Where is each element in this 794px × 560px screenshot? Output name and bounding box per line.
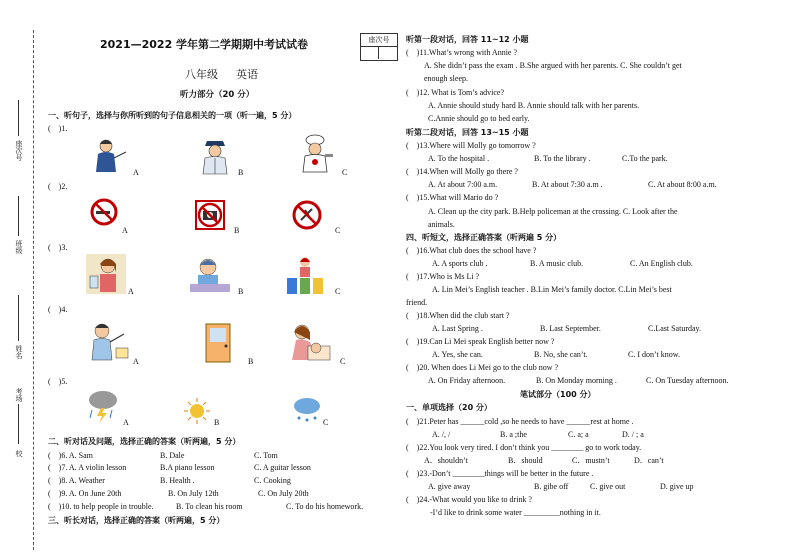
seat-number-box [360,33,398,61]
no-photo-icon [195,200,225,230]
q22-option-b: B．should [508,456,543,465]
q20-option-b: B. On Monday morning . [536,376,617,385]
q23-option-d: D. give up [660,482,694,491]
q9-c: C. On July 20th [258,489,309,498]
q1-option-a: A [133,168,139,177]
q19-option-c: C. I don’t know. [628,350,680,359]
q19-option-b: B. No, she can’t. [534,350,588,359]
thunderstorm-icon [86,388,120,424]
side-exam-label: 考场 [15,388,23,402]
q17-stem: ( )17.Who is Ms Li ? [406,272,480,281]
man-waving-icon [84,322,130,362]
q14-option-c: C. At about 8:00 a.m. [648,180,717,189]
q13-option-a: A. To the hospital . [428,154,490,163]
subject-label: 英语 [236,68,258,81]
q21-stem: ( )21.Peter has ______cold ,so he needs to have ______rest at home . [406,417,634,426]
q20-stem: ( )20. When does Li Mei go to the club now ? [406,363,559,372]
q12-stem: ( )12. What is Tom’s advice? [406,88,505,97]
q3-number: ( )3. [48,243,68,252]
q22-stem: ( )22.You look very tired. I don’t think you ________ go to work today. [406,443,642,452]
q17-options: A. Lin Mei’s English teacher . B.Lin Mei’s family doctor. C.Lin Mei’s best [432,285,672,294]
q15-options-cont: animals. [428,220,455,229]
side-class-line [18,196,19,236]
listening-part-heading: 听力部分（20 分） [180,90,255,100]
q23-stem: ( )23.-Don’t ________things will be better in the future . [406,469,594,478]
q3-option-b: B [238,287,244,296]
q2-option-b: B [234,226,240,235]
q11-stem: ( )11.What’s wrong with Annie ? [406,48,518,57]
no-smoking-icon [90,198,118,226]
q13-option-b: B. To the library . [534,154,591,163]
grade-label: 八年级 [185,68,218,81]
q11-options-cont: enough sleep. [424,74,468,83]
q22-option-a: A．shouldn’t [424,456,468,465]
q21-option-d: D. / ; a [622,430,644,439]
q14-stem: ( )14.When will Molly go there ? [406,167,518,176]
q6-c: C. Tom [254,451,278,460]
side-seat-label: 座次号 [15,140,23,161]
q3-option-c: C [335,287,341,296]
q5-number: ( )5. [48,377,68,386]
q4-option-b: B [248,357,254,366]
q2-number: ( )2. [48,182,68,191]
q23-option-c: C. give out [590,482,626,491]
q16-option-a: A. A sports club . [432,259,488,268]
q16-option-b: B. A music club. [530,259,584,268]
q13-stem: ( )13.Where will Molly go tomorrow ? [406,141,536,150]
side-seat-line [18,100,19,136]
q3-option-a: A [128,287,134,296]
q8-a: ( )8. A. Weather [48,476,105,485]
no-fireworks-icon [292,200,322,230]
q8-b: B. Health . [160,476,195,485]
exam-title: 2021—2022 学年第二学期期中考试试卷 [100,38,309,51]
q23-option-b: B. gibe off [534,482,569,491]
q18-option-b: B. Last September. [540,324,601,333]
q4-option-c: C [340,357,346,366]
q16-option-c: C. An English club. [630,259,693,268]
q5-option-c: C [323,418,329,427]
sec1-heading: 一、听句子，选择与你所听到的句子信息相关的一项（听一遍，5 分） [48,111,297,120]
q11-options: A. She didn’t pass the exam . B.She argued with her parents. C. She couldn’t get [424,61,682,70]
q19-option-a: A. Yes, she can. [432,350,483,359]
q4-number: ( )4. [48,305,68,314]
q10-b: B. To clean his room [176,502,243,511]
q13-option-c: C.To the park. [622,154,668,163]
mother-child-icon [286,322,332,362]
q2-option-a: A [122,226,128,235]
q7-c: C. A guitar lesson [254,463,311,472]
q21-option-a: A. /, / [432,430,451,439]
sec2-heading: 二、听对话及问题，选择正确的答案（听两遍，5 分） [48,437,241,446]
seat-number-label: 座次号 [361,34,397,47]
dialogue1-heading: 听第一段对话，回答 11~12 小题 [406,35,529,44]
q1-option-c: C [342,168,348,177]
q23-option-a: A. give away [428,482,471,491]
boy-at-desk-icon [188,256,232,294]
q18-option-a: A. Last Spring . [432,324,483,333]
q21-option-c: C. a; a [568,430,589,439]
sec1-written-heading: 一、单项选择（20 分） [406,403,492,412]
police-icon [195,138,235,176]
written-part-heading: 笔试部分（100 分） [520,390,596,399]
q10-c: C. To do his homework. [286,502,364,511]
snow-cloud-icon [292,396,322,424]
q15-stem: ( )15.What will Mario do ? [406,193,499,202]
girl-with-jar-icon [86,254,126,294]
binding-line [33,30,34,550]
q24-cont: -I’d like to drink some water _________nothing in it. [430,508,601,517]
q4-option-a: A [133,357,139,366]
q15-options: A. Clean up the city park. B.Help policeman at the crossing. C. Look after the [428,207,678,216]
q1-number: ( )1. [48,124,68,133]
q22-option-d: D．can’t [634,456,664,465]
q18-option-c: C.Last Saturday. [648,324,702,333]
q22-option-c: C．mustn’t [572,456,610,465]
q6-b: B. Dale [160,451,185,460]
dialogue2-heading: 听第二段对话，回答 13~15 小题 [406,128,529,137]
q12-option-c: C.Annie should go to bed early. [428,114,530,123]
q2-option-c: C [335,226,341,235]
cook-icon [295,134,335,174]
q18-stem: ( )18.When did the club start ? [406,311,510,320]
q5-option-a: A [123,418,129,427]
side-exam-line [18,404,19,444]
q24-stem: ( )24.-What would you like to drink ? [406,495,532,504]
teacher-icon [88,138,128,174]
sun-icon [184,398,210,424]
q10-a: ( )10. to help people in trouble. [48,502,154,511]
q7-b: B.A piano lesson [160,463,215,472]
q19-stem: ( )19.Can Li Mei speak English better now ? [406,337,555,346]
side-school-label: 校 [15,450,23,457]
q14-option-b: B. At about 7:30 a.m . [532,180,603,189]
q1-option-b: B [238,168,244,177]
q20-option-c: C. On Tuesday afternoon. [646,376,729,385]
sec3-heading: 三、听长对话，选择正确的答案（听两遍，5 分） [48,516,225,525]
q9-b: B. On July 12th [168,489,219,498]
door-icon [200,322,236,364]
q17-options-cont: friend. [406,298,428,307]
sec4-heading: 四、听短文，选择正确答案（听两遍 5 分） [406,233,562,242]
q5-option-b: B [214,418,220,427]
q6-a: ( )6. A. Sam [48,451,93,460]
q12-options-ab: A. Annie should study hard B. Annie should talk with her parents. [428,101,640,110]
side-name-label: 姓名 [15,345,23,359]
q21-option-b: B. a ;the [500,430,527,439]
q8-c: C. Cooking [254,476,291,485]
q9-a: ( )9. A. On June 20th [48,489,122,498]
side-class-label: 班级 [15,240,23,254]
q14-option-a: A. At about 7:00 a.m. [428,180,498,189]
side-name-line [18,295,19,341]
q20-option-a: A. On Friday afternoon. [428,376,506,385]
q16-stem: ( )16.What club does the school have ? [406,246,537,255]
recycle-bins-icon [285,254,327,296]
q7-a: ( )7. A. A violin lesson [48,463,127,472]
